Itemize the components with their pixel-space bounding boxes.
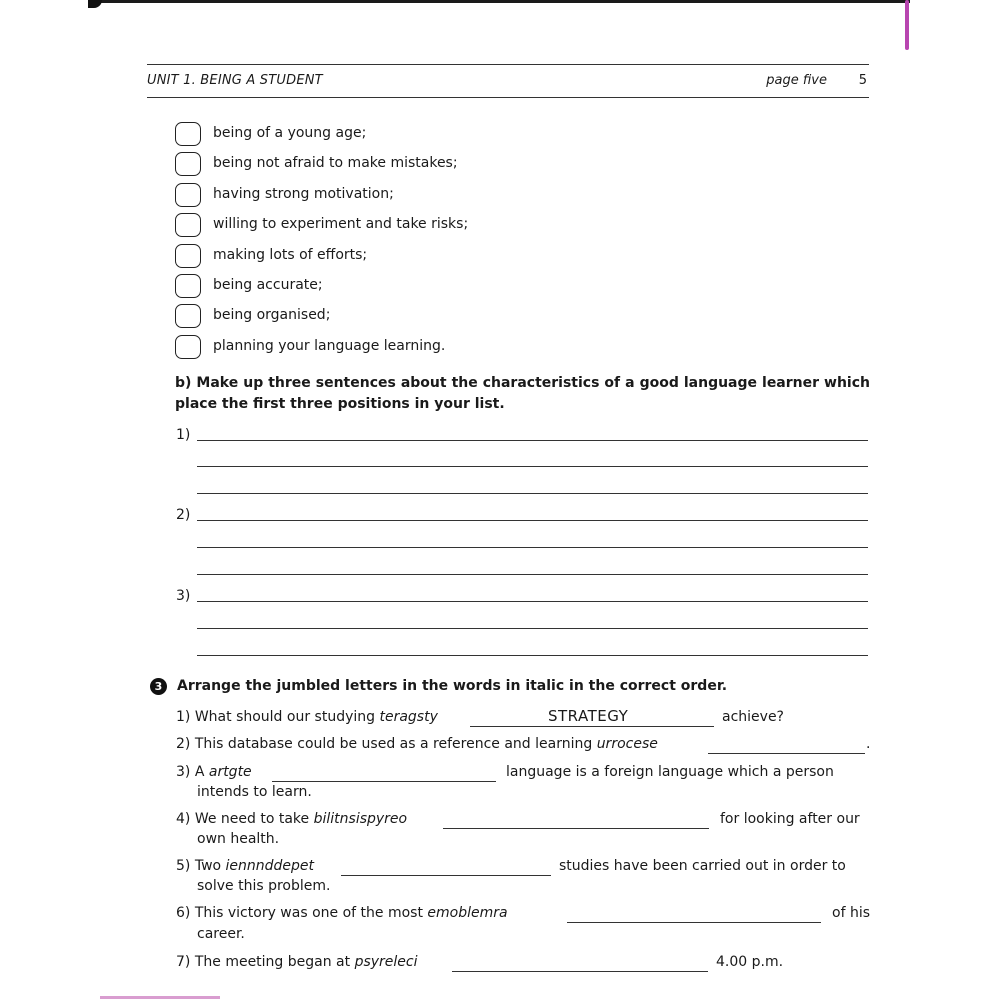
checkbox[interactable]: [175, 335, 201, 359]
sentence-1: [176, 709, 438, 725]
jumbled-word: psyreleci: [354, 954, 418, 970]
checklist-item-text: planning your language learning.: [213, 337, 446, 354]
checklist-item-text: willing to experiment and take risks;: [213, 216, 469, 233]
checklist-item-text: having strong motivation;: [213, 185, 394, 202]
sentence-continuation: career.: [197, 926, 245, 942]
sentence-continuation: solve this problem.: [197, 878, 331, 894]
page-right-edge: [905, 0, 909, 50]
checkbox[interactable]: [175, 152, 201, 176]
page-top-edge: [90, 0, 910, 3]
sentence-number: 4): [176, 811, 191, 827]
sentence-6: [176, 905, 508, 921]
sentence-3: [176, 764, 252, 780]
answer-blank[interactable]: [272, 781, 496, 782]
checkbox[interactable]: [175, 213, 201, 237]
jumbled-word: teragsty: [379, 709, 438, 725]
writing-line[interactable]: [197, 574, 868, 575]
sentence-text: This database could be used as a reference and learning: [194, 736, 597, 752]
writing-line[interactable]: [197, 547, 868, 548]
page-number: 5: [858, 73, 867, 88]
checklist-item-text: making lots of efforts;: [213, 246, 368, 263]
task-b-instruction: b) Make up three sentences about the characteristics of a good language learner which place the first three positions in your list.: [175, 375, 870, 412]
answer-blank[interactable]: [443, 828, 709, 829]
page-corner-mark: [88, 0, 102, 8]
answer-blank[interactable]: [708, 753, 865, 754]
sentence-number: 5): [176, 858, 191, 874]
sentence-number: 7): [176, 954, 191, 970]
sentence-7: [176, 954, 418, 970]
checkbox[interactable]: [175, 244, 201, 268]
sentence-number: 6): [176, 905, 191, 921]
sentence-text: We need to take: [194, 811, 314, 827]
jumbled-word: emoblemra: [427, 905, 508, 921]
sentence-4: [176, 811, 407, 827]
sentence-text-end: of his: [832, 905, 871, 921]
checkbox[interactable]: [175, 274, 201, 298]
sentence-text-end: achieve?: [722, 709, 784, 725]
writing-line[interactable]: [197, 466, 868, 467]
jumbled-word: urrocese: [596, 736, 658, 752]
answer-blank[interactable]: [452, 971, 708, 972]
sentence-text-end: .: [866, 736, 871, 752]
answer-label-3: 3): [176, 588, 191, 604]
checklist-item-text: being organised;: [213, 307, 331, 324]
writing-line[interactable]: [197, 655, 868, 656]
jumbled-word: artgte: [208, 764, 252, 780]
answer-label-1: 1): [176, 427, 191, 443]
sentence-number: 2): [176, 736, 191, 752]
page-bottom-edge: [100, 996, 220, 999]
sentence-continuation: own health.: [197, 831, 280, 847]
sentence-text: A: [194, 764, 209, 780]
checklist-item-text: being of a young age;: [213, 125, 367, 141]
sentence-text: This victory was one of the most: [194, 905, 428, 921]
exercise-number-badge: 3: [150, 678, 167, 695]
answer-blank[interactable]: [341, 875, 551, 876]
writing-line[interactable]: [197, 520, 868, 521]
jumbled-word: iennnddepet: [225, 858, 315, 874]
answer-blank[interactable]: [470, 726, 714, 727]
writing-line[interactable]: [197, 601, 868, 602]
handwritten-answer: STRATEGY: [548, 707, 629, 725]
sentence-text: The meeting began at: [194, 954, 355, 970]
jumbled-word: bilitnsispyreo: [313, 811, 408, 827]
answer-blank[interactable]: [567, 922, 821, 923]
sentence-text: What should our studying: [194, 709, 380, 725]
checklist-item-text: being accurate;: [213, 276, 323, 293]
sentence-text-end: language is a foreign language which a person: [506, 764, 834, 780]
checklist-item-text: being not afraid to make mistakes;: [213, 155, 458, 172]
sentence-text-end: studies have been carried out in order to: [559, 858, 846, 874]
sentence-text-end: 4.00 p.m.: [716, 954, 784, 970]
writing-line[interactable]: [197, 493, 868, 494]
sentence-number: 3): [176, 764, 191, 780]
writing-line[interactable]: [197, 628, 868, 629]
sentence-continuation: intends to learn.: [197, 784, 312, 800]
answer-label-2: 2): [176, 507, 191, 523]
checkbox[interactable]: [175, 183, 201, 207]
checkbox[interactable]: [175, 122, 201, 146]
sentence-5: [176, 858, 314, 874]
checkbox[interactable]: [175, 304, 201, 328]
page-header: [147, 64, 869, 98]
sentence-number: 1): [176, 709, 191, 725]
sentence-text-end: for looking after our: [720, 811, 860, 827]
unit-title: UNIT 1. BEING A STUDENT: [147, 73, 323, 88]
exercise-3-title: Arrange the jumbled letters in the words in italic in the correct order.: [177, 678, 728, 694]
page-label: page five: [766, 73, 827, 88]
writing-line[interactable]: [197, 440, 868, 441]
sentence-2: [176, 736, 658, 752]
sentence-text: Two: [194, 858, 226, 874]
